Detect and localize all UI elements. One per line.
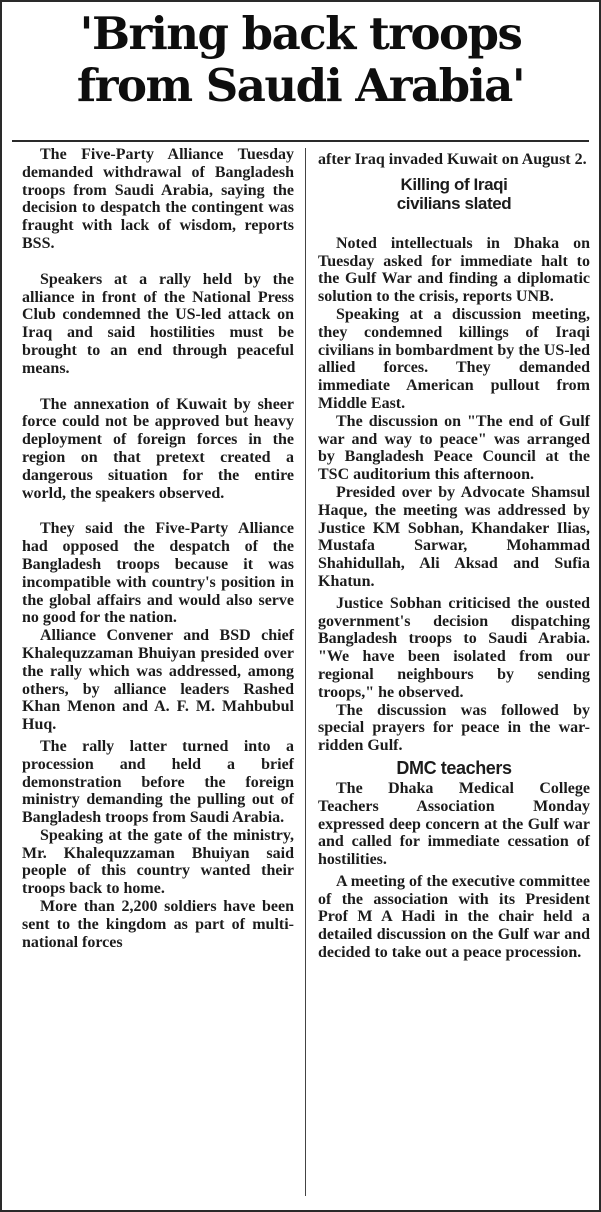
section2-paragraph-4: Presided over by Advocate Shamsul Haque, the meeting was addressed by Justice KM Sobhan, Khandaker Ilias, Mustafa Sarwar, Mohammad Shahidullah, Ali Aksad and Sufia Khatun. — [318, 483, 590, 590]
paragraph-6: The rally latter turned into a procession and held a brief demonstration before the foreign ministry demanding the pulling out of Bangladesh troops from Saudi Arabia. — [22, 737, 294, 827]
section2-paragraph-6: The discussion was followed by special prayers for peace in the war-ridden Gulf. — [318, 701, 590, 755]
headline-rule — [12, 140, 589, 142]
headline-line-2: from Saudi Arabia' — [76, 59, 525, 112]
paragraph-4: They said the Five-Party Alliance had opposed the despatch of the Bangladesh troops because it was incompatible with country's position in the global affairs and would also serve no good for the nation. — [22, 520, 294, 627]
section3-paragraph-1: The Dhaka Medical College Teachers Association Monday expressed deep concern at the Gulf war and called for immediate cessation of hostilities. — [318, 779, 590, 869]
column-divider — [305, 148, 306, 1196]
paragraph-2: Speakers at a rally held by the alliance in front of the National Press Club condemned the US-led attack on Iraq and said hostilities must be brought to an end through peaceful means. — [22, 270, 294, 377]
column-left — [22, 146, 294, 951]
subhead-killing-of-iraqi-civilians: Killing of Iraqi civilians slated — [396, 174, 512, 213]
section3-paragraph-2: A meeting of the executive committee of the association with its President Prof M A Hadi in the chair held a detailed discussion on the Gulf war and decided to take out a peace procession. — [318, 872, 590, 962]
continuation-paragraph: after Iraq invaded Kuwait on August 2. — [318, 151, 587, 168]
paragraph-3: The annexation of Kuwait by sheer force could not be approved but heavy deployment of foreign forces in the region on that pretext created a dangerous situation for the entire world, the speakers observed. — [22, 395, 294, 502]
section2-paragraph-5: Justice Sobhan criticised the ousted government's decision dispatching Bangladesh troops to Saudi Arabia. "We have been isolated from our regional neighbours by sending troops," he observed. — [318, 594, 590, 701]
section2-paragraph-2: Speaking at a discussion meeting, they condemned killings of Iraqi civilians in bombardment by the US-led allied forces. They demanded immediate American pullout from Middle East. — [318, 305, 590, 412]
paragraph-8: More than 2,200 soldiers have been sent to the kingdom as part of multi-national forces — [22, 898, 294, 951]
headline-line-1: 'Bring back troops — [79, 7, 522, 60]
column-right — [318, 151, 590, 962]
paragraph-5: Alliance Convener and BSD chief Khalequzzaman Bhuiyan presided over the rally which was addressed, among others, by alliance leaders Rashed Khan Menon and A. F. M. Mahbubul Huq. — [22, 627, 294, 734]
headline — [2, 8, 599, 112]
subhead-dmc-teachers: DMC teachers — [396, 757, 512, 778]
paragraph-7: Speaking at the gate of the ministry, Mr. Khalequzzaman Bhuiyan said people of this country wanted their troops back to home. — [22, 826, 294, 898]
paragraph-1: The Five-Party Alliance Tuesday demanded withdrawal of Bangladesh troops from Saudi Arabia, saying the decision to despatch the contingent was fraught with lack of wisdom, reports BSS. — [22, 146, 294, 252]
section2-paragraph-1: Noted intellectuals in Dhaka on Tuesday asked for immediate halt to the Gulf War and finding a diplomatic solution to the crisis, reports UNB. — [318, 234, 590, 306]
section2-paragraph-3: The discussion on "The end of Gulf war and way to peace" was arranged by Bangladesh Peace Council at the TSC auditorium this afternoon. — [318, 412, 590, 484]
